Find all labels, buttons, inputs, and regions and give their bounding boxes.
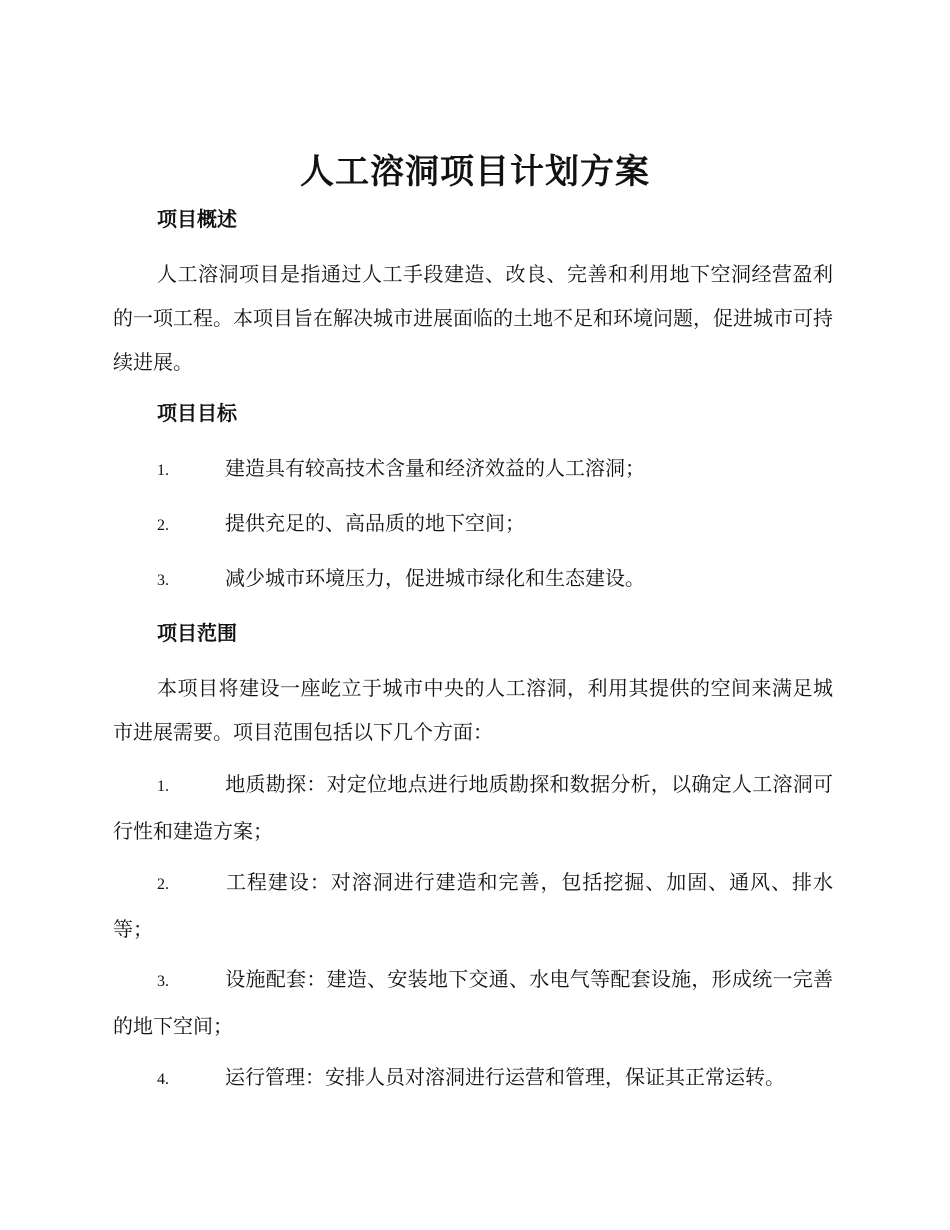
- list-text: 减少城市环境压力，促进城市绿化和生态建设。: [225, 566, 645, 590]
- goal-item-1: [113, 446, 833, 493]
- list-number: 2.: [157, 517, 169, 534]
- list-number: 1.: [157, 778, 169, 795]
- goal-item-3: [113, 556, 833, 603]
- heading-overview: 项目概述: [157, 207, 237, 231]
- list-text: 建造具有较高技术含量和经济效益的人工溶洞；: [225, 456, 645, 480]
- list-number: 1.: [157, 462, 169, 479]
- scope-item-2: [113, 860, 833, 951]
- heading-scope: 项目范围: [157, 621, 237, 645]
- list-text: 运行管理：安排人员对溶洞进行运营和管理，保证其正常运转。: [225, 1065, 785, 1089]
- overview-paragraph: 人工溶洞项目是指通过人工手段建造、改良、完善和利用地下空洞经营盈利的一项工程。本项目旨在解决城市进展面临的土地不足和环境问题，促进城市可持续进展。: [113, 262, 833, 374]
- list-text: 设施配套：建造、安装地下交通、水电气等配套设施，形成统一完善的地下空间；: [113, 967, 833, 1038]
- scope-item-3: [113, 957, 833, 1048]
- list-text: 地质勘探：对定位地点进行地质勘探和数据分析，以确定人工溶洞可行性和建造方案；: [113, 772, 833, 843]
- list-number: 2.: [157, 876, 169, 893]
- document-title: 人工溶洞项目计划方案: [300, 152, 650, 192]
- scope-item-4: [113, 1055, 833, 1102]
- list-text: 提供充足的、高品质的地下空间；: [225, 511, 525, 535]
- list-number: 3.: [157, 572, 169, 589]
- list-number: 4.: [157, 1071, 169, 1088]
- list-number: 3.: [157, 973, 169, 990]
- list-text: 工程建设：对溶洞进行建造和完善，包括挖掘、加固、通风、排水等；: [113, 870, 833, 941]
- scope-item-1: [113, 762, 833, 853]
- heading-goals: 项目目标: [157, 401, 237, 425]
- goal-item-2: [113, 501, 833, 548]
- scope-intro-paragraph: 本项目将建设一座屹立于城市中央的人工溶洞，利用其提供的空间来满足城市进展需要。项目范围包括以下几个方面：: [113, 676, 833, 744]
